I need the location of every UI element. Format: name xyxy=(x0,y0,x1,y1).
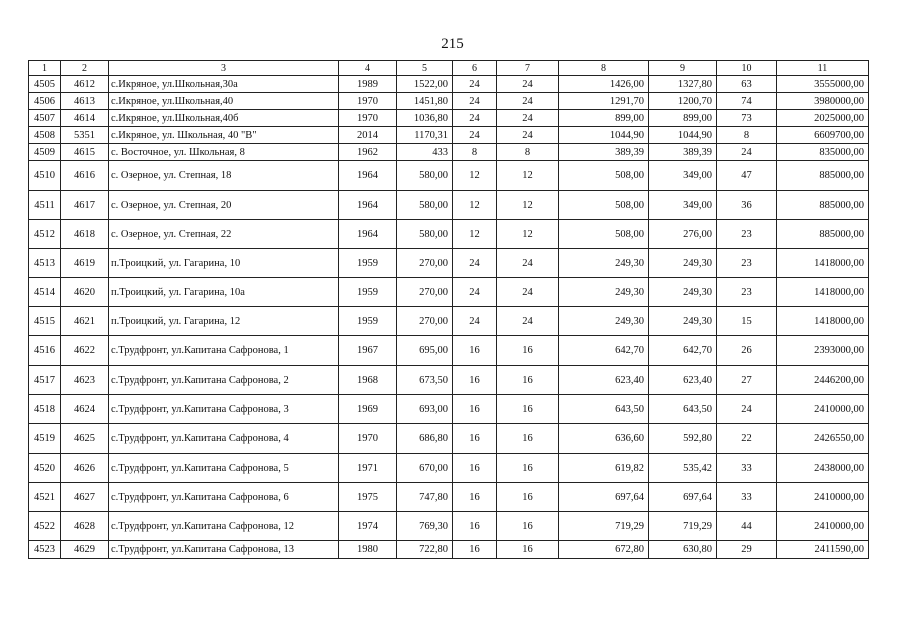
table-cell-col9: 249,30 xyxy=(649,307,717,336)
table-cell-col11: 1418000,00 xyxy=(777,249,869,278)
table-cell-col9: 349,00 xyxy=(649,191,717,220)
table-row xyxy=(29,191,869,220)
table-cell-col10: 24 xyxy=(717,395,777,424)
table-cell-col6: 24 xyxy=(453,127,497,144)
table-cell-col7: 8 xyxy=(497,144,559,161)
table-cell-col9: 1200,70 xyxy=(649,93,717,110)
table-cell-col6: 16 xyxy=(453,395,497,424)
table-cell-col11: 2411590,00 xyxy=(777,541,869,559)
table-cell-col11: 2410000,00 xyxy=(777,395,869,424)
table-cell-col4: 1969 xyxy=(339,395,397,424)
table-cell-col4: 1959 xyxy=(339,307,397,336)
table-cell-col1: 4520 xyxy=(29,454,61,483)
table-cell-col3: с.Трудфронт, ул.Капитана Сафронова, 1 xyxy=(109,336,339,366)
table-cell-col10: 23 xyxy=(717,220,777,249)
table-cell-col7: 16 xyxy=(497,454,559,483)
table-cell-col7: 16 xyxy=(497,512,559,541)
table-cell-col3: с.Трудфронт, ул.Капитана Сафронова, 3 xyxy=(109,395,339,424)
table-cell-col3: с. Озерное, ул. Степная, 18 xyxy=(109,161,339,191)
table-cell-col3: с.Икряное, ул.Школьная,40б xyxy=(109,110,339,127)
table-cell-col11: 2426550,00 xyxy=(777,424,869,454)
table-cell-col6: 16 xyxy=(453,541,497,559)
table-cell-col1: 4509 xyxy=(29,144,61,161)
table-cell-col5: 1036,80 xyxy=(397,110,453,127)
table-cell-col6: 12 xyxy=(453,220,497,249)
table-cell-col11: 2446200,00 xyxy=(777,366,869,395)
table-cell-col5: 270,00 xyxy=(397,278,453,307)
table-cell-col5: 695,00 xyxy=(397,336,453,366)
table-row xyxy=(29,76,869,93)
table-cell-col1: 4523 xyxy=(29,541,61,559)
table-cell-col9: 1327,80 xyxy=(649,76,717,93)
header-cell: 7 xyxy=(497,61,559,76)
table-cell-col2: 4612 xyxy=(61,76,109,93)
table-cell-col9: 630,80 xyxy=(649,541,717,559)
table-cell-col11: 2438000,00 xyxy=(777,454,869,483)
table-cell-col6: 16 xyxy=(453,424,497,454)
table-cell-col11: 2410000,00 xyxy=(777,512,869,541)
table-cell-col2: 4613 xyxy=(61,93,109,110)
table-row xyxy=(29,307,869,336)
table-cell-col6: 16 xyxy=(453,454,497,483)
table-cell-col2: 4618 xyxy=(61,220,109,249)
table-cell-col5: 686,80 xyxy=(397,424,453,454)
table-row xyxy=(29,512,869,541)
table-cell-col6: 16 xyxy=(453,512,497,541)
table-cell-col8: 1044,90 xyxy=(559,127,649,144)
table-cell-col1: 4517 xyxy=(29,366,61,395)
table-cell-col2: 4617 xyxy=(61,191,109,220)
table-row xyxy=(29,424,869,454)
table-cell-col10: 36 xyxy=(717,191,777,220)
page-number: 215 xyxy=(441,36,464,52)
table-cell-col9: 697,64 xyxy=(649,483,717,512)
table-cell-col4: 1964 xyxy=(339,191,397,220)
table-cell-col3: с.Трудфронт, ул.Капитана Сафронова, 4 xyxy=(109,424,339,454)
table-cell-col10: 8 xyxy=(717,127,777,144)
table-cell-col7: 12 xyxy=(497,191,559,220)
table-cell-col10: 73 xyxy=(717,110,777,127)
table-row xyxy=(29,366,869,395)
table-cell-col11: 3980000,00 xyxy=(777,93,869,110)
table-cell-col3: п.Троицкий, ул. Гагарина, 12 xyxy=(109,307,339,336)
table-row xyxy=(29,278,869,307)
table-cell-col7: 12 xyxy=(497,220,559,249)
table-cell-col8: 643,50 xyxy=(559,395,649,424)
table-cell-col10: 33 xyxy=(717,483,777,512)
table-cell-col10: 74 xyxy=(717,93,777,110)
table-cell-col2: 4626 xyxy=(61,454,109,483)
table-cell-col5: 747,80 xyxy=(397,483,453,512)
table-cell-col9: 719,29 xyxy=(649,512,717,541)
table-row xyxy=(29,336,869,366)
table-cell-col3: с.Трудфронт, ул.Капитана Сафронова, 6 xyxy=(109,483,339,512)
table-cell-col10: 15 xyxy=(717,307,777,336)
table-cell-col2: 4619 xyxy=(61,249,109,278)
table-cell-col8: 1426,00 xyxy=(559,76,649,93)
table-cell-col11: 885000,00 xyxy=(777,191,869,220)
table-cell-col11: 2025000,00 xyxy=(777,110,869,127)
table-cell-col10: 33 xyxy=(717,454,777,483)
table-cell-col5: 769,30 xyxy=(397,512,453,541)
table-cell-col11: 3555000,00 xyxy=(777,76,869,93)
table-cell-col7: 16 xyxy=(497,483,559,512)
table-cell-col11: 885000,00 xyxy=(777,220,869,249)
table-row xyxy=(29,249,869,278)
table-cell-col5: 580,00 xyxy=(397,220,453,249)
table-cell-col5: 1170,31 xyxy=(397,127,453,144)
table-cell-col4: 1959 xyxy=(339,249,397,278)
table-cell-col9: 535,42 xyxy=(649,454,717,483)
table-cell-col6: 24 xyxy=(453,110,497,127)
table-cell-col11: 1418000,00 xyxy=(777,307,869,336)
table-row xyxy=(29,110,869,127)
table-cell-col4: 1964 xyxy=(339,220,397,249)
table-cell-col6: 24 xyxy=(453,278,497,307)
table-cell-col8: 642,70 xyxy=(559,336,649,366)
table-cell-col5: 270,00 xyxy=(397,249,453,278)
table-cell-col8: 899,00 xyxy=(559,110,649,127)
table-cell-col7: 16 xyxy=(497,366,559,395)
table-cell-col5: 670,00 xyxy=(397,454,453,483)
table-cell-col1: 4511 xyxy=(29,191,61,220)
table-cell-col9: 1044,90 xyxy=(649,127,717,144)
table-cell-col4: 2014 xyxy=(339,127,397,144)
table-row xyxy=(29,541,869,559)
table-cell-col2: 4621 xyxy=(61,307,109,336)
table-cell-col2: 4616 xyxy=(61,161,109,191)
table-cell-col10: 23 xyxy=(717,249,777,278)
table-cell-col1: 4519 xyxy=(29,424,61,454)
table-cell-col6: 24 xyxy=(453,93,497,110)
table-cell-col1: 4506 xyxy=(29,93,61,110)
table-cell-col8: 636,60 xyxy=(559,424,649,454)
table-cell-col1: 4515 xyxy=(29,307,61,336)
table-cell-col2: 4628 xyxy=(61,512,109,541)
header-row xyxy=(29,61,869,76)
table-cell-col5: 433 xyxy=(397,144,453,161)
table-cell-col1: 4514 xyxy=(29,278,61,307)
table-cell-col2: 4615 xyxy=(61,144,109,161)
table-cell-col1: 4512 xyxy=(29,220,61,249)
table-row xyxy=(29,483,869,512)
table-row xyxy=(29,161,869,191)
table-cell-col5: 1522,00 xyxy=(397,76,453,93)
header-cell: 5 xyxy=(397,61,453,76)
header-cell: 9 xyxy=(649,61,717,76)
table-cell-col10: 26 xyxy=(717,336,777,366)
table-cell-col10: 29 xyxy=(717,541,777,559)
table-cell-col8: 249,30 xyxy=(559,307,649,336)
table-cell-col10: 44 xyxy=(717,512,777,541)
header-cell: 3 xyxy=(109,61,339,76)
table-cell-col1: 4505 xyxy=(29,76,61,93)
header-cell: 1 xyxy=(29,61,61,76)
header-cell: 10 xyxy=(717,61,777,76)
table-cell-col11: 885000,00 xyxy=(777,161,869,191)
table-cell-col6: 24 xyxy=(453,76,497,93)
table-cell-col1: 4508 xyxy=(29,127,61,144)
table-cell-col2: 4620 xyxy=(61,278,109,307)
table-cell-col4: 1967 xyxy=(339,336,397,366)
table-cell-col1: 4513 xyxy=(29,249,61,278)
table-cell-col3: с.Икряное, ул.Школьная,30а xyxy=(109,76,339,93)
table-cell-col4: 1975 xyxy=(339,483,397,512)
table-cell-col9: 642,70 xyxy=(649,336,717,366)
table-cell-col3: п.Троицкий, ул. Гагарина, 10 xyxy=(109,249,339,278)
header-cell: 2 xyxy=(61,61,109,76)
table-cell-col11: 2393000,00 xyxy=(777,336,869,366)
table-cell-col2: 4627 xyxy=(61,483,109,512)
table-cell-col5: 722,80 xyxy=(397,541,453,559)
table-cell-col9: 899,00 xyxy=(649,110,717,127)
table-cell-col11: 835000,00 xyxy=(777,144,869,161)
table-cell-col5: 1451,80 xyxy=(397,93,453,110)
table-cell-col7: 16 xyxy=(497,424,559,454)
table-cell-col2: 4629 xyxy=(61,541,109,559)
header-cell: 6 xyxy=(453,61,497,76)
table-cell-col3: с.Икряное, ул. Школьная, 40 "В" xyxy=(109,127,339,144)
table-cell-col4: 1989 xyxy=(339,76,397,93)
table-cell-col8: 508,00 xyxy=(559,220,649,249)
table-row xyxy=(29,395,869,424)
table-cell-col9: 389,39 xyxy=(649,144,717,161)
table-cell-col2: 4624 xyxy=(61,395,109,424)
table-cell-col6: 12 xyxy=(453,161,497,191)
housing-registry-table xyxy=(28,60,869,559)
table-cell-col9: 349,00 xyxy=(649,161,717,191)
table-cell-col1: 4510 xyxy=(29,161,61,191)
table-cell-col11: 6609700,00 xyxy=(777,127,869,144)
table-cell-col5: 580,00 xyxy=(397,161,453,191)
table-cell-col6: 16 xyxy=(453,336,497,366)
table-cell-col11: 2410000,00 xyxy=(777,483,869,512)
table-cell-col4: 1980 xyxy=(339,541,397,559)
table-cell-col3: с.Трудфронт, ул.Капитана Сафронова, 5 xyxy=(109,454,339,483)
table-cell-col8: 619,82 xyxy=(559,454,649,483)
table-cell-col3: с.Икряное, ул.Школьная,40 xyxy=(109,93,339,110)
table-cell-col3: с.Трудфронт, ул.Капитана Сафронова, 2 xyxy=(109,366,339,395)
table-cell-col9: 249,30 xyxy=(649,278,717,307)
table-cell-col4: 1968 xyxy=(339,366,397,395)
table-cell-col10: 27 xyxy=(717,366,777,395)
table-cell-col8: 508,00 xyxy=(559,191,649,220)
table-cell-col8: 719,29 xyxy=(559,512,649,541)
table-cell-col6: 12 xyxy=(453,191,497,220)
table-row xyxy=(29,144,869,161)
table-cell-col9: 592,80 xyxy=(649,424,717,454)
table-cell-col3: с. Озерное, ул. Степная, 20 xyxy=(109,191,339,220)
table-cell-col6: 8 xyxy=(453,144,497,161)
table-cell-col7: 24 xyxy=(497,278,559,307)
table-cell-col10: 63 xyxy=(717,76,777,93)
table-cell-col1: 4518 xyxy=(29,395,61,424)
table-cell-col5: 673,50 xyxy=(397,366,453,395)
header-cell: 4 xyxy=(339,61,397,76)
table-cell-col4: 1970 xyxy=(339,93,397,110)
table-cell-col9: 643,50 xyxy=(649,395,717,424)
table-cell-col4: 1959 xyxy=(339,278,397,307)
table-cell-col6: 24 xyxy=(453,307,497,336)
table-cell-col3: п.Троицкий, ул. Гагарина, 10а xyxy=(109,278,339,307)
table-cell-col10: 22 xyxy=(717,424,777,454)
table-cell-col1: 4521 xyxy=(29,483,61,512)
header-cell: 8 xyxy=(559,61,649,76)
table-cell-col4: 1974 xyxy=(339,512,397,541)
table-cell-col6: 24 xyxy=(453,249,497,278)
table-cell-col7: 24 xyxy=(497,127,559,144)
table-cell-col8: 623,40 xyxy=(559,366,649,395)
header-cell: 11 xyxy=(777,61,869,76)
table-cell-col1: 4507 xyxy=(29,110,61,127)
table-cell-col7: 16 xyxy=(497,336,559,366)
table-cell-col7: 24 xyxy=(497,93,559,110)
table-cell-col10: 24 xyxy=(717,144,777,161)
table-cell-col6: 16 xyxy=(453,366,497,395)
table-cell-col8: 1291,70 xyxy=(559,93,649,110)
table-cell-col4: 1971 xyxy=(339,454,397,483)
table-cell-col8: 249,30 xyxy=(559,278,649,307)
table-cell-col11: 1418000,00 xyxy=(777,278,869,307)
table-cell-col2: 4623 xyxy=(61,366,109,395)
table-cell-col5: 693,00 xyxy=(397,395,453,424)
table-cell-col6: 16 xyxy=(453,483,497,512)
table-cell-col3: с. Восточное, ул. Школьная, 8 xyxy=(109,144,339,161)
table-cell-col7: 16 xyxy=(497,541,559,559)
table-cell-col2: 5351 xyxy=(61,127,109,144)
table-cell-col7: 24 xyxy=(497,249,559,278)
table-cell-col10: 23 xyxy=(717,278,777,307)
table-cell-col8: 697,64 xyxy=(559,483,649,512)
table-cell-col2: 4614 xyxy=(61,110,109,127)
table-cell-col7: 24 xyxy=(497,76,559,93)
table-cell-col5: 580,00 xyxy=(397,191,453,220)
table-cell-col3: с. Озерное, ул. Степная, 22 xyxy=(109,220,339,249)
table-cell-col4: 1970 xyxy=(339,110,397,127)
table-cell-col10: 47 xyxy=(717,161,777,191)
table-cell-col7: 24 xyxy=(497,110,559,127)
table-row xyxy=(29,454,869,483)
table-cell-col8: 508,00 xyxy=(559,161,649,191)
table-cell-col2: 4622 xyxy=(61,336,109,366)
table-cell-col3: с.Трудфронт, ул.Капитана Сафронова, 12 xyxy=(109,512,339,541)
table-row xyxy=(29,93,869,110)
table-cell-col9: 276,00 xyxy=(649,220,717,249)
table-cell-col7: 24 xyxy=(497,307,559,336)
table-cell-col7: 12 xyxy=(497,161,559,191)
table-cell-col8: 672,80 xyxy=(559,541,649,559)
table-cell-col1: 4516 xyxy=(29,336,61,366)
table-cell-col7: 16 xyxy=(497,395,559,424)
table-cell-col4: 1962 xyxy=(339,144,397,161)
table-cell-col9: 249,30 xyxy=(649,249,717,278)
table-cell-col5: 270,00 xyxy=(397,307,453,336)
table-row xyxy=(29,127,869,144)
table-cell-col1: 4522 xyxy=(29,512,61,541)
table-cell-col9: 623,40 xyxy=(649,366,717,395)
table-cell-col4: 1970 xyxy=(339,424,397,454)
table-cell-col2: 4625 xyxy=(61,424,109,454)
table-cell-col4: 1964 xyxy=(339,161,397,191)
table-cell-col8: 249,30 xyxy=(559,249,649,278)
table-cell-col3: с.Трудфронт, ул.Капитана Сафронова, 13 xyxy=(109,541,339,559)
table-cell-col8: 389,39 xyxy=(559,144,649,161)
table-row xyxy=(29,220,869,249)
